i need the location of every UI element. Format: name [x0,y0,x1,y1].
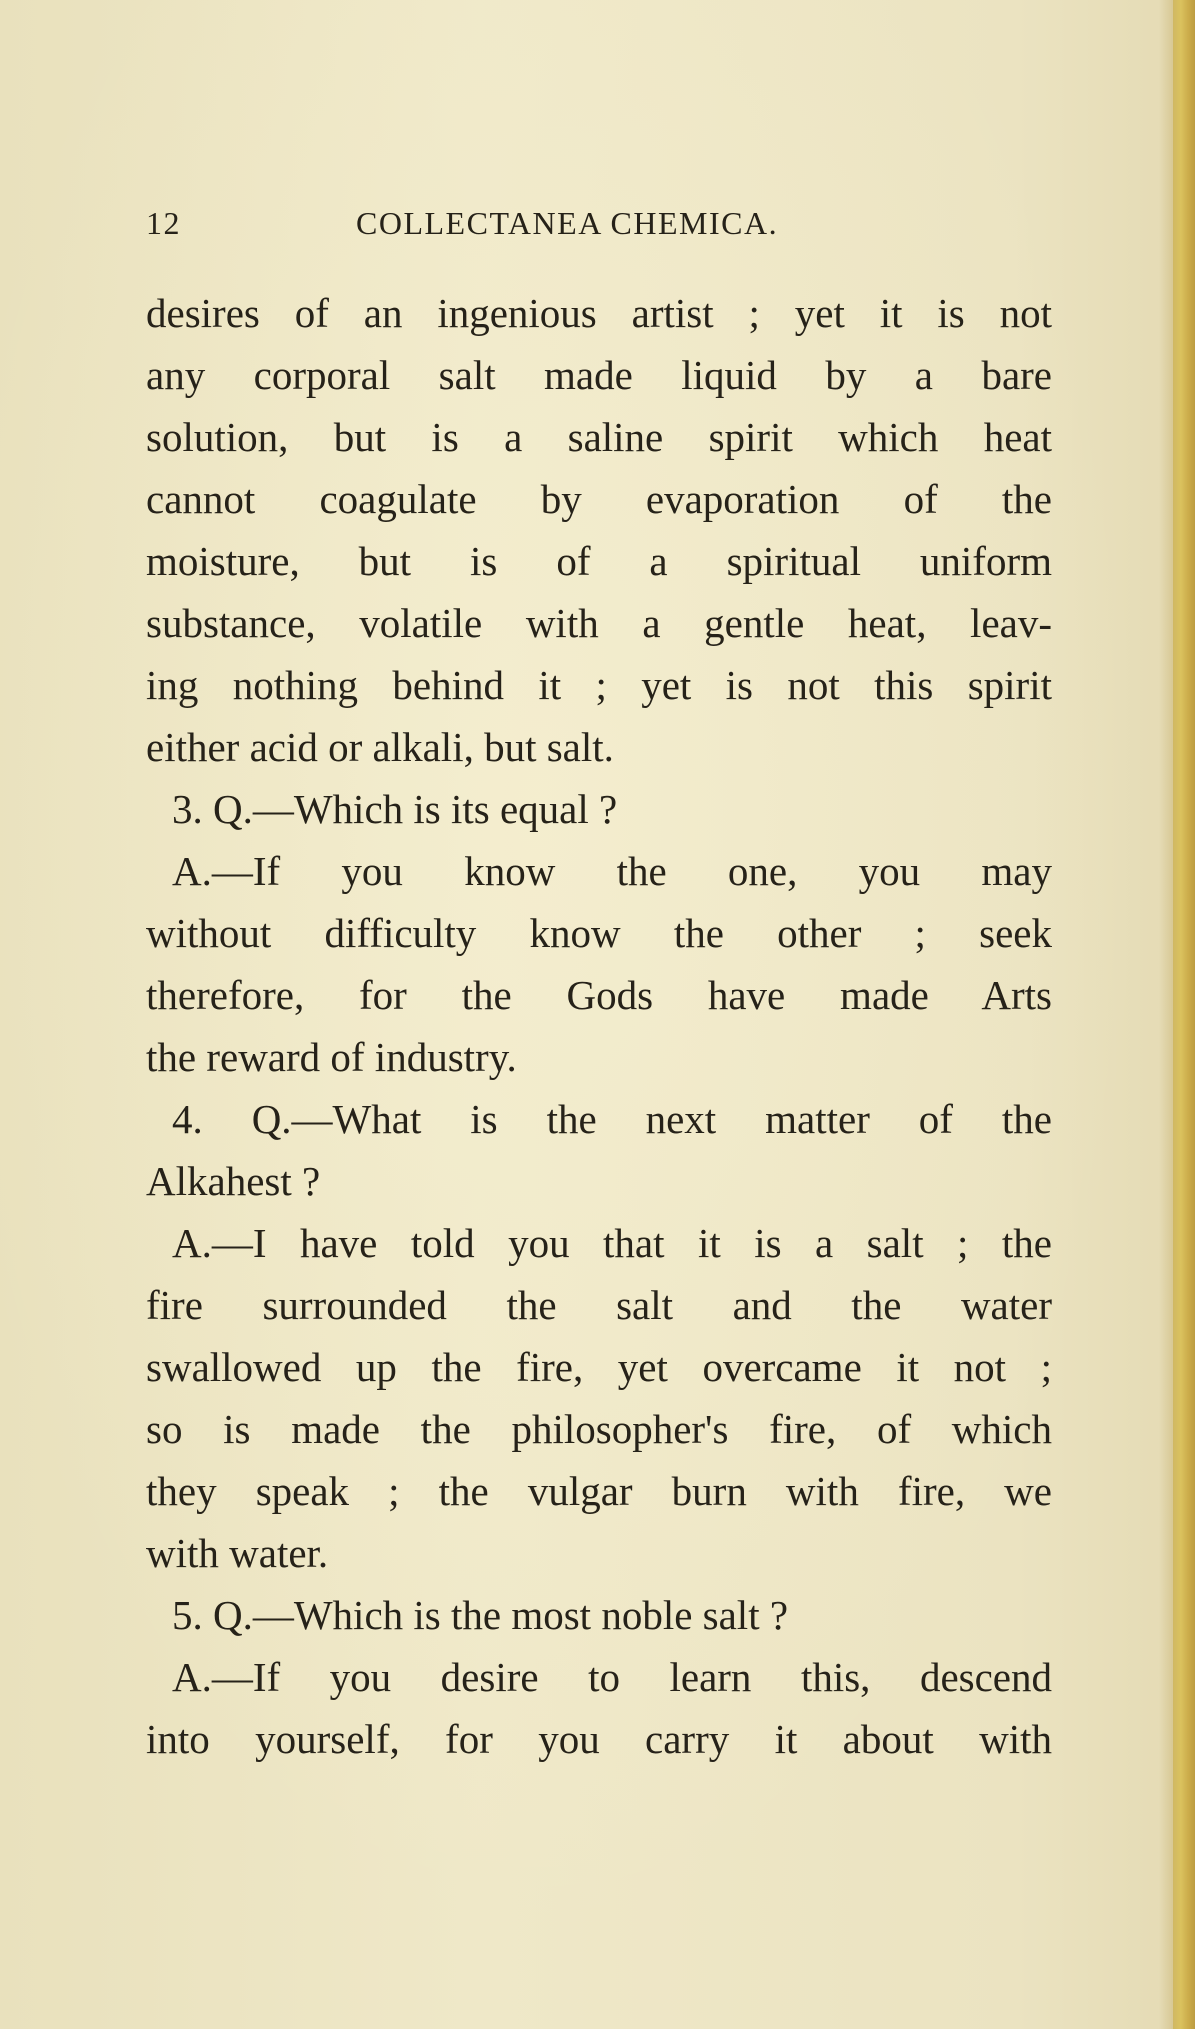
body-text [146,282,1052,1770]
text-line: fire surrounded the salt and the water [146,1282,1052,1328]
answer-line: A.—If you desire to learn this, descend [172,1654,1052,1700]
text-line: they speak ; the vulgar burn with fire, we [146,1468,1052,1514]
answer-line: A.—I have told you that it is a salt ; the [172,1220,1052,1266]
page-edge-shadow [1159,0,1173,2029]
page-number: 12 [146,205,181,241]
page-header [146,205,846,255]
text-line: moisture, but is of a spiritual uniform [146,538,1052,584]
text-line: the reward of industry. [146,1034,517,1080]
text-line: Alkahest ? [146,1158,321,1204]
question-line: 4. Q.—What is the next matter of the [172,1096,1052,1142]
text-line: either acid or alkali, but salt. [146,724,614,770]
text-line: cannot coagulate by evaporation of the [146,476,1052,522]
text-line: substance, volatile with a gentle heat, leav- [146,600,1052,646]
running-head: COLLECTANEA CHEMICA. [356,205,779,241]
gilt-page-edge [1173,0,1195,2029]
answer-line: A.—If you know the one, you may [172,848,1052,894]
question-line: 5. Q.—Which is the most noble salt ? [172,1592,789,1638]
text-line: with water. [146,1530,329,1576]
question-line: 3. Q.—Which is its equal ? [172,786,618,832]
text-line: swallowed up the fire, yet overcame it not ; [146,1344,1052,1390]
text-line: desires of an ingenious artist ; yet it is not [146,290,1052,336]
text-line: any corporal salt made liquid by a bare [146,352,1052,398]
text-line: into yourself, for you carry it about with [146,1716,1052,1762]
text-line: without difficulty know the other ; seek [146,910,1052,956]
text-line: solution, but is a saline spirit which heat [146,414,1052,460]
text-line: therefore, for the Gods have made Arts [146,972,1052,1018]
text-line: ing nothing behind it ; yet is not this spirit [146,662,1052,708]
text-line: so is made the philosopher's fire, of which [146,1406,1052,1452]
